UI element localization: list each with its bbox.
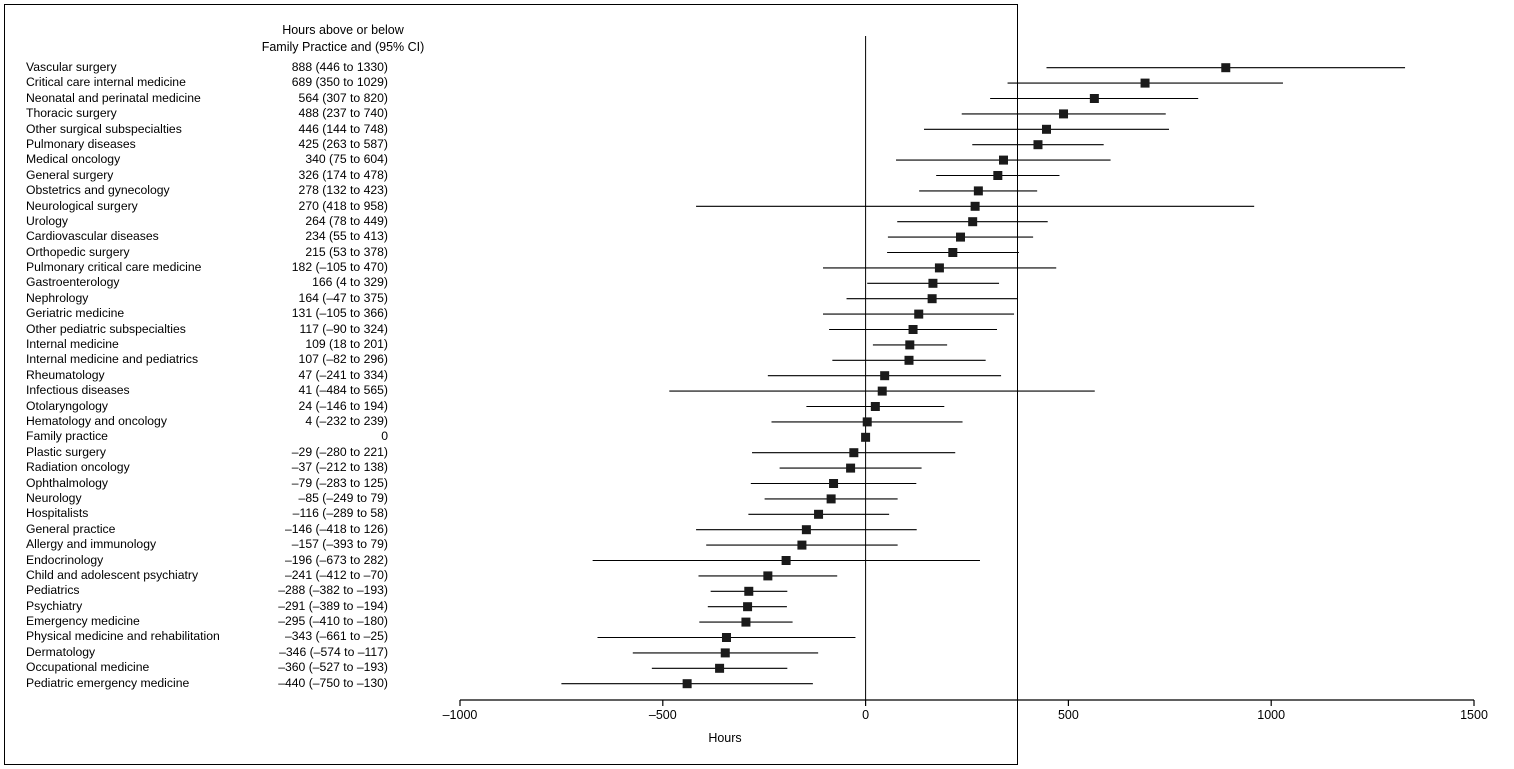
forest-plot-rows xyxy=(0,60,1014,691)
estimate-value: 131 (–105 to 366) xyxy=(291,306,388,321)
estimate-value: –157 (–393 to 79) xyxy=(291,537,388,552)
estimate-value: 564 (307 to 820) xyxy=(298,90,388,105)
estimate-value: 117 (–90 to 324) xyxy=(299,321,388,336)
specialty-label: Nephrology xyxy=(26,290,89,305)
forest-row xyxy=(0,229,1014,244)
estimate-value: 107 (–82 to 296) xyxy=(298,352,388,367)
estimate-value: –288 (–382 to –193) xyxy=(278,583,388,598)
forest-row xyxy=(0,199,1014,214)
specialty-label: Endocrinology xyxy=(26,552,104,567)
specialty-label: Neurological surgery xyxy=(26,198,138,213)
forest-row xyxy=(0,460,1014,475)
specialty-label: Child and adolescent psychiatry xyxy=(26,567,199,582)
specialty-label: Pulmonary critical care medicine xyxy=(26,260,202,275)
estimate-value: 4 (–232 to 239) xyxy=(305,413,388,428)
forest-row xyxy=(0,676,1014,691)
forest-row xyxy=(0,599,1014,614)
estimate-value: –346 (–574 to –117) xyxy=(279,644,388,659)
forest-row xyxy=(0,476,1014,491)
specialty-label: Otolaryngology xyxy=(26,398,108,413)
specialty-label: Neonatal and perinatal medicine xyxy=(26,90,201,105)
specialty-label: Emergency medicine xyxy=(26,614,140,629)
estimate-value: 182 (–105 to 470) xyxy=(291,260,388,275)
estimate-value: 425 (263 to 587) xyxy=(298,136,388,151)
forest-row xyxy=(0,183,1014,198)
specialty-label: Hospitalists xyxy=(26,506,89,521)
estimate-column-header-line1: Hours above or below xyxy=(282,23,404,37)
specialty-label: Psychiatry xyxy=(26,598,83,613)
estimate-value: –196 (–673 to 282) xyxy=(285,552,388,567)
point-estimate-marker xyxy=(1033,140,1042,149)
estimate-value: 24 (–146 to 194) xyxy=(298,398,388,413)
estimate-value: 340 (75 to 604) xyxy=(305,152,388,167)
forest-row xyxy=(0,352,1014,367)
specialty-label: Other surgical subspecialties xyxy=(26,121,182,136)
forest-row xyxy=(0,275,1014,290)
specialty-label: Pediatrics xyxy=(26,583,80,598)
estimate-value: 47 (–241 to 334) xyxy=(298,367,388,382)
estimate-value: –241 (–412 to –70) xyxy=(285,567,388,582)
forest-row xyxy=(0,383,1014,398)
estimate-value: 488 (237 to 740) xyxy=(298,106,388,121)
estimate-value: –79 (–283 to 125) xyxy=(291,475,388,490)
forest-row xyxy=(0,306,1014,321)
estimate-column-header-line2: Family Practice and (95% CI) xyxy=(261,40,425,54)
specialty-label: Critical care internal medicine xyxy=(26,75,186,90)
forest-row xyxy=(0,337,1014,352)
x-axis-tick-label: 500 xyxy=(1057,708,1079,722)
forest-row xyxy=(0,537,1014,552)
specialty-label: Family practice xyxy=(26,429,108,444)
specialty-label: Radiation oncology xyxy=(26,460,130,475)
estimate-value: –440 (–750 to –130) xyxy=(278,675,388,690)
forest-row xyxy=(0,583,1014,598)
estimate-value: 689 (350 to 1029) xyxy=(291,75,388,90)
specialty-label: Gastroenterology xyxy=(26,275,120,290)
x-axis-tick-label: 1000 xyxy=(1257,708,1286,722)
forest-row xyxy=(0,568,1014,583)
forest-row xyxy=(0,75,1014,90)
specialty-label: Infectious diseases xyxy=(26,383,130,398)
estimate-value: 278 (132 to 423) xyxy=(298,183,388,198)
estimate-value: –37 (–212 to 138) xyxy=(291,460,388,475)
forest-row xyxy=(0,368,1014,383)
forest-row xyxy=(0,645,1014,660)
specialty-label: Physical medicine and rehabilitation xyxy=(26,629,220,644)
estimate-value: –295 (–410 to –180) xyxy=(278,614,388,629)
estimate-value: 446 (144 to 748) xyxy=(298,121,388,136)
forest-row xyxy=(0,506,1014,521)
forest-row xyxy=(0,522,1014,537)
estimate-value: 215 (53 to 378) xyxy=(305,244,388,259)
specialty-label: Ophthalmology xyxy=(26,475,108,490)
forest-row xyxy=(0,614,1014,629)
specialty-label: Thoracic surgery xyxy=(26,106,117,121)
specialty-label: Internal medicine and pediatrics xyxy=(26,352,199,367)
estimate-value: –29 (–280 to 221) xyxy=(291,444,388,459)
forest-row xyxy=(0,429,1014,444)
point-estimate-marker xyxy=(1221,63,1230,72)
point-estimate-marker xyxy=(1042,125,1051,134)
estimate-value: 109 (18 to 201) xyxy=(305,337,388,352)
estimate-value: 41 (–484 to 565) xyxy=(298,383,388,398)
forest-row xyxy=(0,291,1014,306)
forest-row xyxy=(0,214,1014,229)
estimate-column-header xyxy=(228,22,458,56)
forest-row xyxy=(0,106,1014,121)
specialty-label: Rheumatology xyxy=(26,367,105,382)
estimate-value: 326 (174 to 478) xyxy=(298,167,388,182)
specialty-label: Geriatric medicine xyxy=(26,306,125,321)
specialty-label: Hematology and oncology xyxy=(26,413,167,428)
forest-row xyxy=(0,322,1014,337)
specialty-label: Urology xyxy=(26,213,68,228)
specialty-label: Pulmonary diseases xyxy=(26,136,136,151)
forest-row xyxy=(0,152,1014,167)
forest-row xyxy=(0,60,1014,75)
x-axis-title: Hours xyxy=(708,731,742,745)
estimate-value: –291 (–389 to –194) xyxy=(278,598,388,613)
specialty-label: Cardiovascular diseases xyxy=(26,229,159,244)
specialty-label: Obstetrics and gynecology xyxy=(26,183,170,198)
specialty-label: Plastic surgery xyxy=(26,444,106,459)
forest-row xyxy=(0,399,1014,414)
specialty-label: Other pediatric subspecialties xyxy=(26,321,186,336)
forest-row xyxy=(0,137,1014,152)
point-estimate-marker xyxy=(1141,79,1150,88)
specialty-label: Allergy and immunology xyxy=(26,537,157,552)
specialty-label: Pediatric emergency medicine xyxy=(26,675,190,690)
estimate-value: 270 (418 to 958) xyxy=(298,198,388,213)
estimate-value: –343 (–661 to –25) xyxy=(285,629,388,644)
estimate-value: –85 (–249 to 79) xyxy=(298,490,388,505)
estimate-value: 166 (4 to 329) xyxy=(312,275,388,290)
forest-row xyxy=(0,91,1014,106)
x-axis-tick-label: –1000 xyxy=(442,708,478,722)
x-axis-tick-label: –500 xyxy=(648,708,677,722)
forest-row xyxy=(0,629,1014,644)
estimate-value: 0 xyxy=(381,429,388,444)
estimate-value: –146 (–418 to 126) xyxy=(285,521,388,536)
estimate-value: 264 (78 to 449) xyxy=(305,213,388,228)
forest-row xyxy=(0,660,1014,675)
forest-row xyxy=(0,245,1014,260)
specialty-label: General practice xyxy=(26,521,116,536)
forest-row xyxy=(0,168,1014,183)
estimate-value: 234 (55 to 413) xyxy=(305,229,388,244)
forest-row xyxy=(0,491,1014,506)
specialty-label: Occupational medicine xyxy=(26,660,150,675)
estimate-value: 888 (446 to 1330) xyxy=(291,60,388,74)
point-estimate-marker xyxy=(1090,94,1099,103)
specialty-label: Internal medicine xyxy=(26,337,119,352)
specialty-label: Medical oncology xyxy=(26,152,121,167)
specialty-label: General surgery xyxy=(26,167,114,182)
forest-row xyxy=(0,260,1014,275)
specialty-label: Orthopedic surgery xyxy=(26,244,130,259)
specialty-label: Dermatology xyxy=(26,644,96,659)
estimate-value: –360 (–527 to –193) xyxy=(278,660,388,675)
x-axis-tick-label: 1500 xyxy=(1460,708,1488,722)
specialty-label: Neurology xyxy=(26,490,82,505)
x-axis-tick-label: 0 xyxy=(862,708,870,722)
specialty-label: Vascular surgery xyxy=(26,60,117,74)
forest-row xyxy=(0,122,1014,137)
point-estimate-marker xyxy=(1059,109,1068,118)
estimate-value: –116 (–289 to 58) xyxy=(292,506,388,521)
forest-row xyxy=(0,445,1014,460)
estimate-value: 164 (–47 to 375) xyxy=(298,290,388,305)
forest-row xyxy=(0,553,1014,568)
forest-row xyxy=(0,414,1014,429)
